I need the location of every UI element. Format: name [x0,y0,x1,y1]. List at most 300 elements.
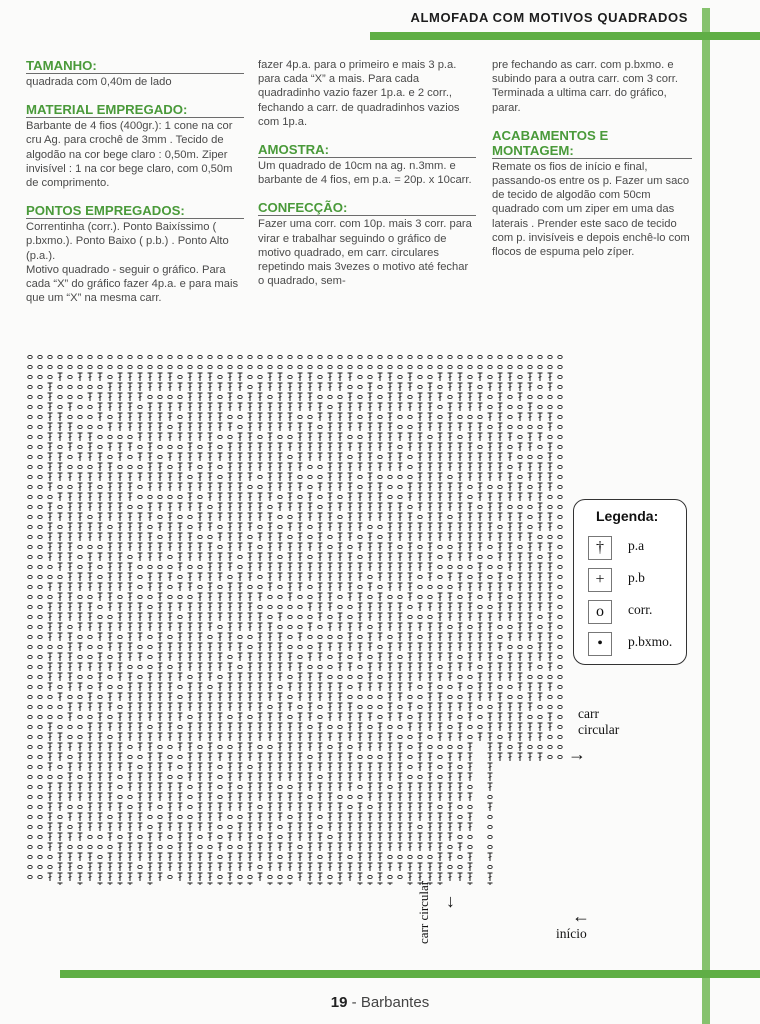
pa-stitch-icon [258,733,263,741]
pa-stitch-icon [318,873,323,881]
pa-stitch-icon [388,383,393,391]
pa-stitch-icon [518,483,523,491]
pa-stitch-icon [448,853,453,861]
pa-stitch-icon [258,703,263,711]
pa-stitch-icon [278,413,283,421]
corr-stitch-icon [228,715,232,718]
pa-stitch-icon [348,533,353,541]
pa-stitch-icon [118,373,123,381]
pa-stitch-icon [418,873,423,881]
pa-stitch-icon [318,573,323,581]
pa-stitch-icon [458,873,463,881]
corr-stitch-icon [358,585,362,588]
corr-stitch-icon [148,495,152,498]
pa-stitch-icon [338,873,343,881]
pa-stitch-icon [358,593,363,601]
corr-stitch-icon [38,425,42,428]
pa-stitch-icon [368,633,373,641]
pa-stitch-icon [308,733,313,741]
pa-stitch-icon [248,413,253,421]
corr-stitch-icon [548,405,552,408]
pa-stitch-icon [98,373,103,381]
corr-stitch-icon [258,745,262,748]
corr-stitch-icon [318,495,322,498]
pa-stitch-icon [138,633,143,641]
pa-stitch-icon [398,673,403,681]
pa-stitch-icon [128,713,133,721]
corr-stitch-icon [108,685,112,688]
pa-stitch-icon [338,823,343,831]
corr-stitch-icon [388,635,392,638]
pa-stitch-icon [518,393,523,401]
corr-stitch-icon [538,675,542,678]
pa-stitch-icon [328,763,333,771]
pa-stitch-icon [198,503,203,511]
pa-stitch-icon [388,753,393,761]
pa-stitch-icon [288,883,293,885]
corr-stitch-icon [288,815,292,818]
corr-stitch-icon [448,745,452,748]
pa-stitch-icon [208,393,213,401]
corr-stitch-icon [78,805,82,808]
pa-stitch-icon [158,463,163,471]
pa-stitch-icon [418,793,423,801]
corr-stitch-icon [508,355,512,358]
pa-stitch-icon [448,493,453,501]
corr-stitch-icon [358,665,362,668]
corr-stitch-icon [508,405,512,408]
pa-stitch-icon [88,573,93,581]
pa-stitch-icon [48,723,53,731]
pa-stitch-icon [68,783,73,791]
pa-stitch-icon [418,603,423,611]
corr-stitch-icon [218,855,222,858]
pa-stitch-icon [498,723,503,731]
corr-stitch-icon [278,875,282,878]
pa-stitch-icon [368,563,373,571]
corr-stitch-icon [28,615,32,618]
pa-stitch-icon [48,383,53,391]
corr-stitch-icon [558,495,562,498]
corr-stitch-icon [38,725,42,728]
pa-stitch-icon [58,613,63,621]
pa-stitch-icon [58,553,63,561]
pa-stitch-icon [248,673,253,681]
pa-stitch-icon [88,493,93,501]
pa-stitch-icon [48,823,53,831]
corr-stitch-icon [228,655,232,658]
pa-stitch-icon [228,553,233,561]
pa-stitch-icon [268,713,273,721]
corr-stitch-icon [388,485,392,488]
section-amostra-text: Um quadrado de 10cm na ag. n.3mm. e barbante de 4 fios, em p.a. = 20p. x 10carr. [258,160,472,187]
pa-stitch-icon [218,603,223,611]
pa-stitch-icon [468,743,473,751]
pa-stitch-icon [258,813,263,821]
pa-stitch-icon [198,593,203,601]
pa-stitch-icon [168,713,173,721]
pa-stitch-icon [58,493,63,501]
pa-stitch-icon [368,793,373,801]
corr-stitch-icon [358,755,362,758]
pa-stitch-icon [328,593,333,601]
pa-stitch-icon [378,883,383,885]
pa-stitch-icon [518,463,523,471]
pa-stitch-icon [518,713,523,721]
pa-stitch-icon [238,693,243,701]
pa-stitch-icon [298,713,303,721]
pa-stitch-icon [218,503,223,511]
corr-stitch-icon [38,575,42,578]
pa-stitch-icon [488,773,493,781]
pa-stitch-icon [98,753,103,761]
pa-stitch-icon [428,763,433,771]
pa-stitch-icon [508,603,513,611]
pa-stitch-icon [78,473,83,481]
corr-stitch-icon [488,545,492,548]
corr-stitch-icon [288,365,292,368]
pa-stitch-icon [138,733,143,741]
pa-stitch-icon [98,873,103,881]
legend-label-pb: p.b [628,570,645,585]
corr-stitch-icon [108,375,112,378]
pa-stitch-icon [348,633,353,641]
pa-stitch-icon [488,463,493,471]
pa-stitch-icon [218,883,223,885]
pa-stitch-icon [478,403,483,411]
corr-stitch-icon [168,495,172,498]
corr-stitch-icon [138,835,142,838]
corr-stitch-icon [548,535,552,538]
pa-stitch-icon [368,513,373,521]
pa-stitch-icon [388,623,393,631]
pa-stitch-icon [448,483,453,491]
pa-stitch-icon [308,803,313,811]
pa-stitch-icon [118,413,123,421]
green-footer-bar [60,970,760,978]
pa-stitch-icon [398,613,403,621]
pa-stitch-icon [78,883,83,885]
corr-stitch-icon [398,475,402,478]
pa-stitch-icon [118,623,123,631]
pa-stitch-icon [498,373,503,381]
pa-stitch-icon [518,533,523,541]
corr-stitch-icon [508,695,512,698]
pa-stitch-icon [78,493,83,501]
pa-stitch-icon [348,473,353,481]
pa-stitch-icon [178,643,183,651]
pa-stitch-icon [388,463,393,471]
corr-stitch-icon [448,695,452,698]
pa-stitch-icon [178,563,183,571]
pa-stitch-icon [518,753,523,761]
corr-stitch-icon [478,355,482,358]
pa-stitch-icon [378,403,383,411]
corr-stitch-icon [268,365,272,368]
pa-stitch-icon [518,513,523,521]
pa-stitch-icon [158,853,163,861]
pa-stitch-icon [138,533,143,541]
corr-stitch-icon [158,395,162,398]
corr-stitch-icon [168,355,172,358]
pa-stitch-icon [168,853,173,861]
magazine-name: Barbantes [360,994,430,1011]
pa-stitch-icon [318,763,323,771]
pa-stitch-icon [48,793,53,801]
pa-stitch-icon [398,763,403,771]
pa-stitch-icon [518,383,523,391]
corr-stitch-icon [418,385,422,388]
corr-stitch-icon [28,525,32,528]
corr-stitch-icon [498,565,502,568]
pa-stitch-icon [118,813,123,821]
corr-stitch-icon [348,605,352,608]
pa-stitch-icon [98,863,103,871]
pa-stitch-icon [148,383,153,391]
pa-stitch-icon [128,483,133,491]
pa-stitch-icon [258,493,263,501]
corr-stitch-icon [88,415,92,418]
pa-stitch-icon [48,513,53,521]
pa-stitch-icon [158,423,163,431]
pa-stitch-icon [138,413,143,421]
pa-stitch-icon [408,543,413,551]
pa-stitch-icon [198,783,203,791]
pa-stitch-icon [458,543,463,551]
pa-stitch-icon [478,683,483,691]
pa-stitch-icon [118,863,123,871]
corr-stitch-icon [358,705,362,708]
pa-stitch-icon [258,443,263,451]
pa-stitch-icon [268,673,273,681]
pa-stitch-icon [248,493,253,501]
pa-stitch-icon [208,573,213,581]
pa-stitch-icon [498,553,503,561]
pa-stitch-icon [388,503,393,511]
pa-stitch-icon [168,683,173,691]
pa-stitch-icon [88,443,93,451]
corr-stitch-icon [168,875,172,878]
pa-stitch-icon [188,403,193,411]
pa-stitch-icon [508,553,513,561]
pa-stitch-icon [148,783,153,791]
corr-stitch-icon [208,685,212,688]
pa-stitch-icon [58,603,63,611]
pa-stitch-icon [298,773,303,781]
corr-stitch-icon [378,455,382,458]
pa-stitch-icon [118,733,123,741]
pa-stitch-icon [68,833,73,841]
pa-stitch-icon [438,623,443,631]
corr-stitch-icon [48,575,52,578]
corr-stitch-icon [28,435,32,438]
corr-stitch-icon [58,395,62,398]
pa-stitch-icon [68,773,73,781]
corr-stitch-icon [58,815,62,818]
corr-stitch-icon [248,645,252,648]
pa-stitch-icon [268,513,273,521]
pa-stitch-icon [288,483,293,491]
corr-stitch-icon [38,465,42,468]
corr-stitch-icon [38,415,42,418]
pa-stitch-icon [308,423,313,431]
pa-stitch-icon [108,823,113,831]
pa-stitch-icon [228,513,233,521]
pa-stitch-icon [148,773,153,781]
pa-stitch-icon [408,723,413,731]
pa-stitch-icon [548,643,553,651]
pa-stitch-icon [368,553,373,561]
pa-stitch-icon [198,393,203,401]
pa-stitch-icon [208,813,213,821]
pa-stitch-icon [78,823,83,831]
corr-stitch-icon [478,595,482,598]
pa-stitch-icon [68,603,73,611]
pa-stitch-icon [208,473,213,481]
pa-stitch-icon [458,443,463,451]
pa-stitch-icon [408,823,413,831]
pa-stitch-icon [138,553,143,561]
pa-stitch-icon [188,663,193,671]
pa-stitch-icon [188,393,193,401]
pa-stitch-icon [318,433,323,441]
pa-stitch-icon [198,433,203,441]
pa-stitch-icon [108,793,113,801]
corr-stitch-icon [158,815,162,818]
corr-stitch-icon [58,765,62,768]
corr-stitch-icon [408,455,412,458]
pa-stitch-icon [468,403,473,411]
corr-stitch-icon [88,595,92,598]
pa-stitch-icon [108,393,113,401]
pa-stitch-icon [388,543,393,551]
pa-stitch-icon [218,733,223,741]
pa-stitch-icon [338,453,343,461]
pa-stitch-icon [388,773,393,781]
corr-stitch-icon [88,655,92,658]
pa-stitch-icon [548,483,553,491]
corr-stitch-icon [438,775,442,778]
pa-stitch-icon [248,523,253,531]
pa-stitch-icon [438,833,443,841]
pa-stitch-icon [68,593,73,601]
pa-stitch-icon [188,703,193,711]
pa-stitch-icon [398,503,403,511]
corr-stitch-icon [478,445,482,448]
pa-stitch-icon [128,843,133,851]
pa-stitch-icon [58,833,63,841]
pa-stitch-icon [278,883,283,885]
corr-stitch-icon [348,615,352,618]
corr-stitch-icon [308,555,312,558]
pa-stitch-icon [128,383,133,391]
pa-stitch-icon [248,753,253,761]
pa-stitch-icon [518,583,523,591]
pa-stitch-icon [358,623,363,631]
corr-stitch-icon [428,735,432,738]
corr-stitch-icon [418,775,422,778]
pa-stitch-icon [358,453,363,461]
section-tamanho-text: quadrada com 0,40m de lado [26,76,172,88]
pa-stitch-icon [268,833,273,841]
pa-stitch-icon [508,733,513,741]
pa-stitch-icon [328,573,333,581]
pa-stitch-icon [528,493,533,501]
pa-stitch-icon [208,453,213,461]
corr-stitch-icon [238,785,242,788]
corr-stitch-icon [48,715,52,718]
corr-stitch-icon [358,385,362,388]
pa-stitch-icon [418,833,423,841]
pb-symbol-icon: + [588,568,612,592]
corr-stitch-icon [448,625,452,628]
pa-stitch-icon [308,883,313,885]
pa-stitch-icon [48,443,53,451]
corr-stitch-icon [188,475,192,478]
pa-stitch-icon [278,773,283,781]
pa-stitch-icon [98,883,103,885]
pa-stitch-icon [58,413,63,421]
corr-stitch-icon [298,615,302,618]
pa-stitch-icon [158,873,163,881]
pa-stitch-icon [478,423,483,431]
pa-stitch-icon [438,723,443,731]
page-title: ALMOFADA COM MOTIVOS QUADRADOS [410,10,688,25]
pa-stitch-icon [208,483,213,491]
pa-stitch-icon [88,473,93,481]
section-pontos-text-2: Motivo quadrado - seguir o gráfico. Para cada “X” do gráfico fazer 4p.a. e para mais que um “X” na mesma carr. [26,263,239,305]
pa-stitch-icon [98,653,103,661]
pa-stitch-icon [398,783,403,791]
pa-stitch-icon [128,703,133,711]
corr-stitch-icon [438,665,442,668]
pa-stitch-icon [88,393,93,401]
pa-stitch-icon [428,673,433,681]
pa-stitch-icon [348,713,353,721]
pa-stitch-icon [108,403,113,411]
pa-stitch-icon [238,753,243,761]
pa-stitch-icon [148,743,153,751]
pa-stitch-icon [208,833,213,841]
pa-stitch-icon [468,793,473,801]
pa-stitch-icon [348,563,353,571]
corr-stitch-icon [178,355,182,358]
corr-stitch-icon [238,665,242,668]
pa-stitch-icon [548,593,553,601]
pa-stitch-icon [418,473,423,481]
pa-stitch-icon [378,543,383,551]
pa-stitch-icon [138,393,143,401]
corr-stitch-icon [308,615,312,618]
pa-stitch-icon [208,773,213,781]
pa-stitch-icon [228,833,233,841]
pa-stitch-icon [458,663,463,671]
pa-stitch-icon [318,413,323,421]
pa-stitch-icon [268,483,273,491]
pa-stitch-icon [168,763,173,771]
pa-stitch-icon [478,483,483,491]
corr-stitch-icon [28,645,32,648]
pa-stitch-icon [258,853,263,861]
corr-stitch-icon [58,525,62,528]
pa-stitch-icon [128,603,133,611]
pa-stitch-icon [218,703,223,711]
pa-stitch-icon [278,483,283,491]
pa-stitch-icon [148,863,153,871]
pa-stitch-icon [108,503,113,511]
pa-stitch-icon [358,823,363,831]
pa-stitch-icon [188,423,193,431]
